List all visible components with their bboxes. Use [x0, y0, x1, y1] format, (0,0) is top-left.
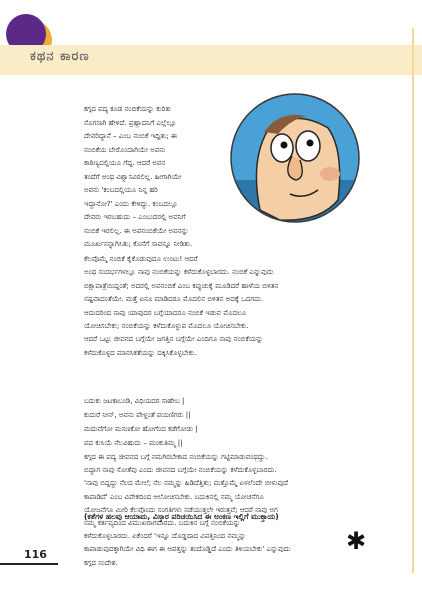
text-line: ಅವನು 'ಕಂಬದಲ್ಲಿಯೂ ನಿನ್ನ ಹರಿ [84, 186, 158, 194]
section-title: ಕಥನ ಕಾರಣ [30, 49, 90, 64]
intro-paragraph [84, 103, 220, 252]
text-line: ನಂಬಿಕೆ ಇರಲಿಲ್ಲ. ಈ ಅಪನಂಬಿಕೆಯೇ ಅವನನ್ನು [84, 226, 189, 235]
text-line: ಕಳೆದುಕೊಳ್ಳಬಾರದು. ಏಕೆಂದರೆ 'ಇನ್ನೂ ದೊಡ್ಡದಾದ ವಿಪತ್ತಿನಿಂದ ನಮ್ಮನ್ನು [84, 532, 246, 541]
text-line: ದೇವರು ಇರಬಹುದು – ಎಂಬುದರಲ್ಲಿ ಅವನಿಗೆ [84, 213, 186, 221]
closing-note: (ಕತೆಗಳ ಹಲವು ಆಯಾಮ, ವಿಸ್ತಾರ ಪರಿಚಯಿಸಿದ ಈ ಅಂಕಣ ಇಲ್ಲಿಗೆ ಮುಕ್ತಾಯ) [84, 512, 279, 521]
text-line: ಮೂರ್ಖನನ್ನಾಗಿಸಿತು; ಕೊನೆಗೆ ಸಾವನ್ನೂ ನೀಡಿತು. [84, 240, 193, 248]
body-paragraph [84, 451, 360, 570]
text-line: ಕಳೆದುಕೊಳ್ಳದ ಮಾನಸಿಕತೆಯನ್ನು ದಕ್ಕಿಸಿಕೊಳ್ಳಬೇಕು. [84, 348, 197, 357]
page-number-rule [0, 563, 58, 565]
margin-rule [412, 28, 414, 573]
poem-verse [84, 394, 284, 450]
text-line: 'ನಾವು ಬಿದ್ದದ್ದು ನೆಲದ ಮೇಲೆ; ನೆಲ ನಮ್ಮನ್ನು ಹಿಡಿದೆತ್ತಿತು; ಮತ್ತೊಮ್ಮೆ ಏಳಲೆಂದೇ ಬೀಳುವುದೆ [84, 479, 288, 488]
text-line: ಕಾಪಾಡುವುದಕ್ಕಾಗಿಯೇ ವಿಧಿ ಈಗ ಈ ಆಪತ್ತನ್ನು ತಂದೊಡ್ಡಿದೆ ಎಂದು ತಿಳಿಯಬೇಕು' ಎನ್ನುವುದು [84, 545, 291, 554]
text-line: ದೇವರಿದ್ದಾನೆ – ಎಂಬ ನಂಬಿಕೆ ಇದ್ದಿತು; ಈ [84, 132, 177, 140]
text-line: ಕಗ್ಗದ ಈ ಪದ್ಯ ಜೀವನದ ಬಗ್ಗೆ ನಮಗಿರಬೇಕಾದ ನಂಬಿಕೆಯನ್ನು ಗಟ್ಟಿಮಾಡುವಂಥದ್ದು. [84, 453, 268, 461]
text-line: ಸೊಗಸಾಗಿ ಹೇಳಿದೆ. ಪ್ರಹ್ಲಾದನಿಗೆ ಎಲ್ಲೆಲ್ಲೂ [84, 118, 177, 127]
text-line: ನಷ್ಟವಾದಂತೆಯೇ. ಮತ್ತೆ ಏನೂ ಮಾಡಿದರೂ ಮೊದಲಿನ ಬಿಳಿತನ ಅದಕ್ಕೆ ಒದಗದು. [84, 295, 264, 304]
text-line: ಕಾಠಿಣ್ಯದಲ್ಲಿಯೂ ಗೆದ್ದ. ಆದರೆ ಅವನ [84, 159, 166, 167]
text-line: ಆದುದರಿಂದ ನಾವು ಯಾವುದರ ಬಗ್ಗೆಯಾದರೂ ನಂಬಿಕೆ ಇಡುವ ಮೊದಲೂ [84, 308, 247, 317]
body-paragraph [84, 253, 360, 360]
text-line: ಬಿದ್ದಾಗ ನಾವು ಸೋತೆವು ಎಂದು ಜೀವನದ ಬಗ್ಗೆಯೇ ನಂಬಿಕೆಯನ್ನು ಕಳೆದುಕೊಳ್ಳಬಾರದು. [84, 466, 277, 475]
text-line: ಕಾಪಾಡಿದೆ' ಎಂಬ ವಿವೇಕದಿಂದ ಆಲೋಚಿಸಬೇಕು. ಬದುಕಿನಲ್ಲಿ ನಮ್ಮ ಯೋಚನೆಗೂ [84, 492, 264, 501]
text-line: ಅಂಥ ಸಂದರ್ಭಗಳಲ್ಲೂ ನಾವು ನಂಬಿಕೆಯನ್ನು ಕಳೆದುಕೊಳ್ಳಬಾರದು. ನಂಬಿಕೆ ಎನ್ನುವುದು [84, 268, 274, 277]
text-line: ಕಗ್ಗದ ಪದ್ಯ ಕೂಡ ನಂಬಿಕೆಯನ್ನು ಕುರಿತು [84, 105, 172, 113]
text-line: ಬಿಕ್ಷಾಪಾತ್ರೆಯಿದ್ದಂತೆ; ಅದರಲ್ಲಿ ಅಪನಂಬಿಕೆ ಎಂಬ ಕಪ್ಪುಚುಕ್ಕೆ ಮೂಡಿದರೆ ಹಾಳೆಯ ಬಿಳಿತನ [84, 281, 279, 290]
verse-line: ಪದ ಕುಸಿಯೆ ನೆಲವಿಹುದು – ಮಂಕುತಿಮ್ಮ || [84, 439, 183, 447]
text-line: ನಂಬಿಕೆಯ ಬೇರೊಂದಾಗಿಯೇ ಅವನು [84, 145, 166, 154]
text-line: ಇದ್ದಾನೋ?' ಎಂದು ಕೇಳಿದ್ದು. ಕಂಬದಲ್ಲೂ [84, 199, 178, 208]
cartoon-face-illustration [220, 90, 370, 225]
text-line: ಯೋಚಿಸಬೇಕು; ನಂಬಿಕೆಯನ್ನು ಕಳೆದುಕೊಳ್ಳುವ ಮೊದಲೂ ಯೋಚಿಸಬೇಕು. [84, 322, 249, 331]
end-mark-icon: ✱ [346, 527, 367, 555]
text-line: ಕೆಲವೊಮ್ಮೆ ನಂಬಿಕೆ ಕೈಕೊಡುವುದೂ ಉಂಟು! ಆದರೆ [84, 255, 198, 263]
text-line: ಯೋಜನೆಗೂ ಮೀರಿ ಕೆಲವೊಂದು ಸಂಗತಿಗಳು ನಡೆಯುತ್ತಲೇ ಇರುತ್ತವೆ; ಆದರೆ ನಾವು ಅಗ [84, 505, 278, 514]
text-line: ತಂದೆಗೆ ಅಂಥ ವಿಶ್ವಾಸವಿರಲಿಲ್ಲ. ಹೀಗಾಗಿಯೇ [84, 172, 182, 181]
text-line: ಆದರೆ ಒಟ್ಟು ಜೀವನದ ಬಗ್ಗೆಯೇ ಜಗತ್ತಿನ ಬಗ್ಗೆಯೇ ಎಂದಿಗೂ ನಾವು ನಂಬಿಕೆಯನ್ನು [84, 335, 264, 344]
page-number: 116 [24, 548, 47, 561]
verse-line: ಮದುವೆಗೋ ಮಸಣಕೋ ಹೋಗೆಂದ ಕಡೆಗೋಡು | [84, 425, 198, 433]
verse-line: ಬದುಕು ಜಟಕಾಬಂಡಿ, ವಿಧಿಯದರ ಸಾಹೇಬ | [84, 397, 185, 405]
text-line: ಕಗ್ಗದ ಸಂದೇಶ. [84, 558, 118, 567]
text-line: ನಮ್ಮ ಕರ್ತವ್ಯದಿಂದ ವಿಮುಖರಾಗಬಾರದು. ಬದುಕಿನ ಬಗ್ಗೆ ನಂಬಿಕೆಯನ್ನು [84, 519, 241, 528]
verse-line: ಕುದುರೆ ನೀನ್, ಅವನು ಪೇಳ್ದಂತೆ ಪಯಣಿಗರು || [84, 411, 191, 419]
